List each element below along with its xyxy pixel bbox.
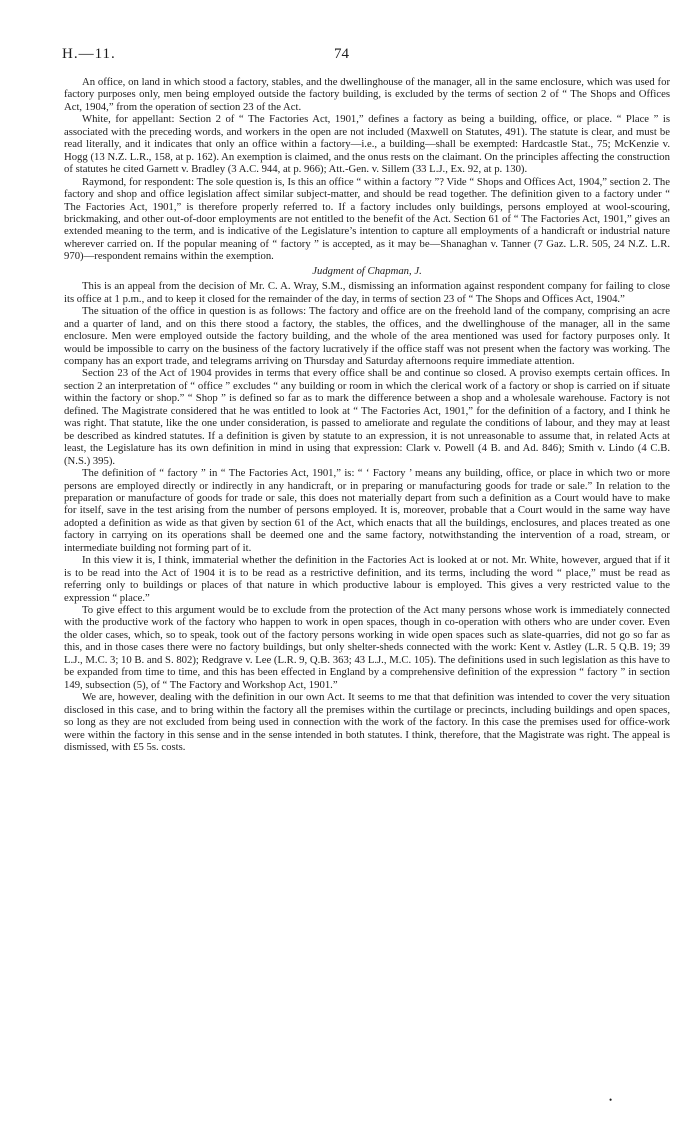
respondent-argument-paragraph: Raymond, for respondent: The sole question is, Is this an office “ within a factory ”? Vide “ Shops and Offices Act, 1904,” section 2. The factory and shop and office legislation affect similar subject-matter, and should be read together. The definition given to a factory under “ The Factories Act, 1901,” is therefore properly referred to. If a factory includes only buildings, persons employed at wool-scouring, brickmaking, and other out-of-door employments are not entitled to the benefit of the Act. Section 61 of “ The Factories Act, 1901,” gives an extended meaning to the term, and is indicative of the Legislature’s intention to capture all employments of a handicraft or industrial nature wherever carried on. If the popular meaning of “ factory ” is accepted, as it may be—Shanaghan v. Tanner (7 Gaz. L.R. 505, 24 N.Z. L.R. 970)—respondent remains within the exemption. bbox=[64, 175, 670, 263]
judgment-heading: Judgment of Chapman, J. bbox=[312, 264, 422, 277]
judgment-paragraph: To give effect to this argument would be to exclude from the protection of the Act many persons whose work is immediately connected with the productive work of the factory who happen to work in open spaces, though in co-operation with others who are under cover. Even the older cases, which, so to speak, took out of the factory persons working in wide open spaces such as slate-quarries, did not go so far as this, and in those cases there were no factory buildings, but only shelter-sheds connected with the work: Kent v. Astley (L.R. 5 Q.B. 19; 39 L.J., M.C. 3; 10 B. and S. 802); Redgrave v. Lee (L.R. 9, Q.B. 363; 43 L.J., M.C. 105). The definitions used in such legislation as this have to be expanded from time to time, and this has been effected in England by a comprehensive definition of the expression “ factory ” in section 149, subsection (5), of “ The Factory and Workshop Act, 1901.” bbox=[64, 604, 670, 691]
judgment-paragraph: The situation of the office in question is as follows: The factory and office are on the freehold land of the company, comprising an acre and a quarter of land, and on this there stood a factory, the stables, the offices, and the dwellinghouse of the manager, all in the same enclosure. Men were employed outside the factory building, and the whole of the area mentioned was used for factory purposes only. It would be impossible to carry on the business of the factory lucratively if the office staff was not present when the factory was working. The company has an export trade, and telegrams arriving on Thursday and Saturday afternoons require immediate attention. bbox=[64, 305, 670, 367]
report-reference: H.—11. bbox=[62, 46, 116, 62]
document-body bbox=[64, 76, 670, 753]
judgment-paragraph: The definition of “ factory ” in “ The Factories Act, 1901,” is: “ ‘ Factory ’ means any building, office, or place in which two or more persons are employed directly or indirectly in any handicraft, or in preparing or manufacturing goods for trade or sale.” In relation to the preparation or manufacture of goods for trade or sale, this does not materially depart from such a definition as a Court would have to make for itself, save in the test arising from the number of persons employed. It is, moreover, probable that a Court would in the same way have adopted a definition as wide as that given by section 61 of the Act, which enacts that all the buildings, enclosures, and places treated as one factory in carrying on its operations shall be deemed one and the same factory, notwithstanding the intervention of a road, stream, or intermediate building not forming part of it. bbox=[64, 467, 670, 554]
page-number: 74 bbox=[334, 46, 349, 62]
judgment-paragraph: This is an appeal from the decision of Mr. C. A. Wray, S.M., dismissing an information against respondent company for failing to close its office at 1 p.m., and to keep it closed for the remainder of the day, in terms of section 23 of “ The Shops and Offices Act, 1904.” bbox=[64, 280, 670, 305]
judgment-paragraph: In this view it is, I think, immaterial whether the definition in the Factories Act is looked at or not. Mr. White, however, argued that if it is to be read into the Act of 1904 it is to be read as a restrictive definition, and its terms, including the word “ place,” must be read as referring only to buildings or places of that nature in which productive labour is employed. This gives a very restricted value to the expression “ place.” bbox=[64, 554, 670, 604]
appellant-argument-paragraph: White, for appellant: Section 2 of “ The Factories Act, 1901,” defines a factory as being a building, office, or place. “ Place ” is associated with the preceding words, and workers in the open are not included (Maxwell on Statutes, 491). The statute is clear, and must be read literally, and it indicates that only an office within a factory—i.e., a building—shall be exempted: Hardcastle Stat., 75; McKenzie v. Hogg (13 N.Z. L.R., 158, at p. 162). An exemption is claimed, and the onus rests on the claimant. On the principles affecting the construction of statutes he cited Garnett v. Bradley (3 A.C. 944, at p. 966); Att.-Gen. v. Sillem (33 L.J., Ex. 92, at p. 130). bbox=[64, 113, 670, 176]
judgment-paragraph: We are, however, dealing with the definition in our own Act. It seems to me that that definition was intended to cover the very situation disclosed in this case, and to bring within the factory all the premises within the curtilage or precincts, including buildings and open spaces, so long as they are not excluded from being used in connection with the work of the factory. In this case the premises used for office-work were within the factory in this sense and in the sense intended in both statutes. I think, therefore, that the Magistrate was right. The appeal is dismissed, with £5 5s. costs. bbox=[64, 691, 670, 754]
footer-bullet-mark: • bbox=[609, 1095, 613, 1105]
headnote-paragraph: An office, on land in which stood a factory, stables, and the dwellinghouse of the manager, all in the same enclosure, which was used for factory purposes only, men being employed outside the factory building, is excluded by the terms of section 2 of “ The Shops and Offices Act, 1904,” from the operation of section 23 of the Act. bbox=[64, 76, 670, 113]
judgment-paragraph: Section 23 of the Act of 1904 provides in terms that every office shall be and continue so closed. A proviso exempts certain offices. In section 2 an interpretation of “ office ” excludes “ any building or room in which the clerical work of a factory or shop is carried on if situate within the factory or shop.” “ Shop ” is defined so far as to mark the difference between a shop and a wholesale warehouse. Factory is not defined. The Magistrate considered that he was entitled to look at “ The Factories Act, 1901,” for the definition of a factory, and I think he was right. That statute, like the one under consideration, is passed to ameliorate and regulate the conditions of labour, and they may at least be described as kindred statutes. If a definition is given by statute to an expression, it is not unreasonable to assume that, in related Acts at least, the Legislature has its own definition in mind in using that expression: Clark v. Powell (4 B. and Ad. 846); Smith v. Lindo (4 C.B. (N.S.) 395). bbox=[64, 367, 670, 467]
